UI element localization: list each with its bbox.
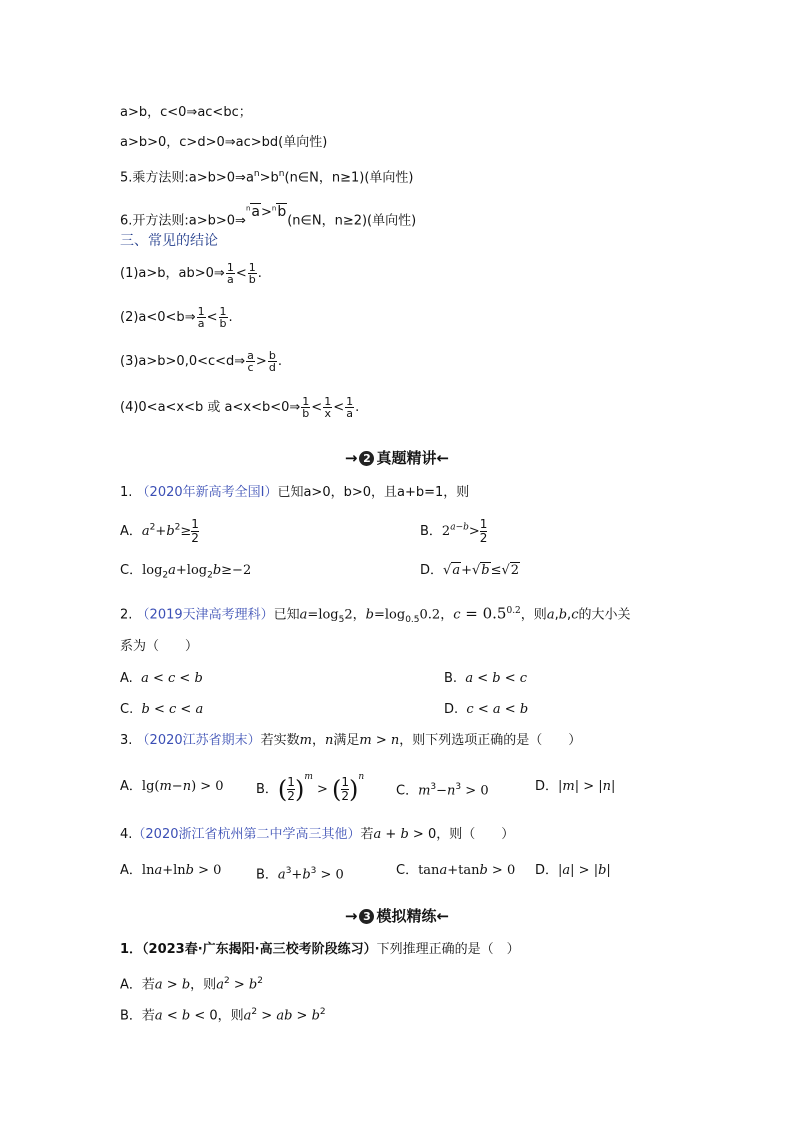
- question-4-option-a: A．lna+lnb > 0: [120, 863, 222, 878]
- question-2-stem-cont: 系为（ ）: [120, 639, 199, 654]
- conclusion-1: (1)a>b，ab>0⇒ $\frac{1}{a}$ < $\frac{1}{b}$ .: [120, 261, 262, 286]
- rule-line-1: a>b，c<0⇒ac<bc；: [120, 105, 252, 120]
- question-2-option-b: B. a < b < c: [444, 671, 528, 686]
- question-4-option-c: C．tana+tanb > 0: [396, 863, 516, 878]
- question-2-option-d: D. c < a < b: [444, 702, 529, 717]
- rule-root: 6.开方法则:a>b>0⇒$^n$a>$^n$b(n∈N，n≥2)(单向性): [120, 204, 417, 229]
- question-4-option-d: D．|a| > |b|: [535, 863, 611, 878]
- rule-power: 5.乘方法则$:a>b>0\Rightarrow a^n>b^n(n\in N$，n≥1)(单向性): [120, 169, 414, 186]
- question-3-option-d: D．|m| > |n|: [535, 779, 616, 794]
- conclusion-2: (2)a<0<b⇒ $\frac{1}{a}$ < $\frac{1}{b}$ .: [120, 305, 233, 330]
- rule-line-2: a>b>0，c>d>0⇒ac>bd(单向性): [120, 135, 328, 150]
- mock-question-1-option-b: B．若a < b < 0，则$a^2$ > ab > $b^2$: [120, 1007, 326, 1024]
- question-4-stem: 4.（2020浙江省杭州第二中学高三其他）若a + b > 0，则（ ）: [120, 827, 515, 842]
- conclusion-3: (3)a>b>0,0<c<d⇒ $\frac{a}{c}$ > $\frac{b}{d}$ .: [120, 349, 282, 374]
- question-2-stem: 2. （2019天津高考理科）已知$a=\log_52$，$b=\log_{0.5}0.2$，$c = 0.5^{0.2}$，则a,b,c的大小关: [120, 604, 631, 625]
- question-3-option-c: C．$m^3-n^3 > 0$: [396, 782, 489, 799]
- question-1-option-b: B．$2^{a-b}>$ $\frac{1}{2}$: [420, 517, 488, 545]
- mock-question-1-option-a: A．若a > b，则$a^2 > b^2$: [120, 976, 263, 993]
- question-1-option-d: D．√a+√b≤√2: [420, 563, 520, 578]
- conclusion-4: (4)0<a<x<b 或 a<x<b<0⇒ $\frac{1}{b}$ < $\frac{1}{x}$ < $\frac{1}{a}$ .: [120, 395, 360, 420]
- question-1-option-c: C．$\log_2a+\log_2b\ge-2$: [120, 563, 252, 581]
- mock-question-1-stem: 1．（2023春·广东揭阳·高三校考阶段练习）下列推理正确的是（ ）: [120, 942, 520, 957]
- question-1-option-a: A．$a^2+b^2\ge$ $\frac{1}{2}$: [120, 517, 199, 545]
- question-3-option-a: A．lg(m−n) > 0: [120, 779, 224, 794]
- question-2-option-c: C. b < c < a: [120, 702, 204, 717]
- question-3-stem: 3. （2020江苏省期末）若实数m，n满足m > n，则下列选项正确的是（ ）: [120, 733, 582, 748]
- question-4-option-b: B．$a^3+b^3 > 0$: [256, 866, 344, 883]
- section-title-conclusions: 三、常见的结论: [120, 233, 218, 249]
- question-1-stem: 1. （2020年新高考全国Ⅰ）已知a>0，b>0，且a+b=1，则: [120, 485, 470, 500]
- section-header-real-exam: → 2 真题精讲←: [344, 449, 450, 467]
- question-3-option-b: B．( $\frac{1}{2}$ )$^m$ > ( $\frac{1}{2}$ )$^n$: [256, 772, 365, 804]
- question-2-option-a: A. a < c < b: [120, 671, 203, 686]
- section-header-mock-practice: → 3 模拟精练←: [344, 907, 450, 925]
